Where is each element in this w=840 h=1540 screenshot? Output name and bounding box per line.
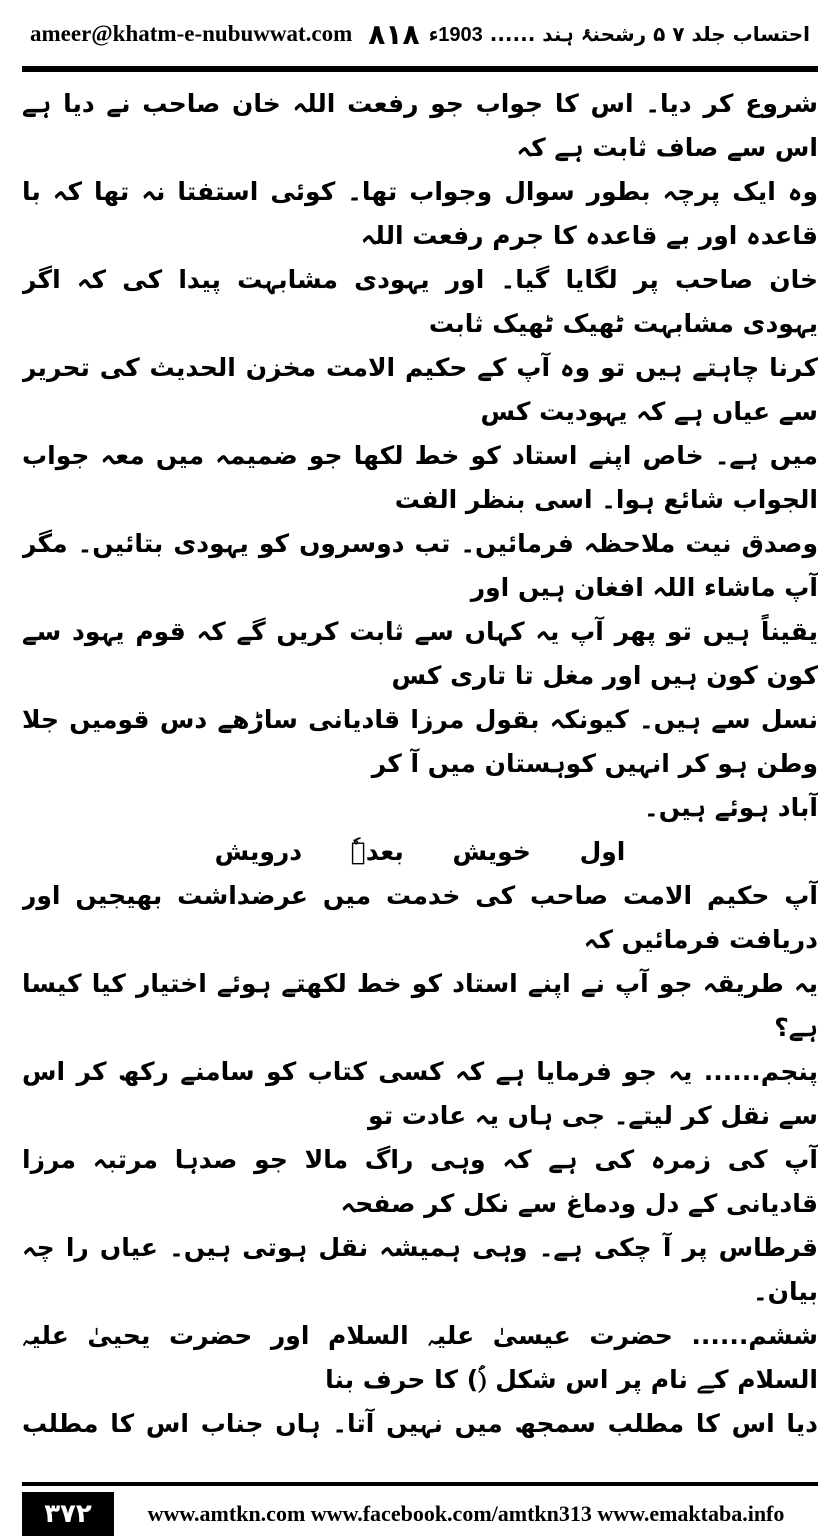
text-line: پنجم...... یہ جو فرمایا ہے کہ کسی کتاب کو سامنے رکھ کر اس سے نقل کر لیتے۔ جی ہاں یہ عادت تو [22,1057,818,1130]
page-body [22,82,818,1444]
text-line: خان صاحب پر لگایا گیا۔ اور یہودی مشابہت پیدا کی کہ اگر یہودی مشابہت ٹھیک ٹھیک ثابت [22,265,818,338]
text-line: ششم...... حضرت عیسیٰ علیہ السلام اور حضرت یحییٰ علیہ السلام کے نام پر اس شکل (ؑ) کا حرف بنا [22,1321,818,1394]
text-line: وہ ایک پرچہ بطور سوال وجواب تھا۔ کوئی استفتا نہ تھا کہ با قاعدہ اور بے قاعدہ کا جرم رفعت اللہ [22,177,818,250]
text-line: دیا اس کا مطلب سمجھ میں نہیں آتا۔ ہاں جناب اس کا مطلب [22,1409,818,1438]
text-line: یہ طریقہ جو آپ نے اپنے استاد کو خط لکھتے ہوئے اختیار کیا کیسا ہے؟ [22,969,818,1042]
header-dots: ...... [489,21,536,46]
text-line: یقیناً ہیں تو پھر آپ یہ کہاں سے ثابت کریں گے کہ قوم یہود سے کون کون ہیں اور مغل تا تاری کس [22,617,818,690]
centered-proverb: اول خویش بعدہٗ درویش [214,837,626,866]
header-email: ameer@khatm-e-nubuwwat.com [30,21,353,46]
text-line: کرنا چاہتے ہیں تو وہ آپ کے حکیم الامت مخزن الحدیث کی تحریر سے عیاں ہے کہ یہودیت کس [22,353,818,426]
paragraph-2 [22,874,818,1444]
text-line: آباد ہوئے ہیں۔ [644,793,818,822]
text-line: شروع کر دیا۔ اس کا جواب جو رفعت اللہ خان صاحب نے دیا ہے اس سے صاف ثابت ہے کہ [22,89,818,162]
page-header [30,6,810,62]
text-line: نسل سے ہیں۔ کیونکہ بقول مرزا قادیانی ساڑھے دس قومیں جلا وطن ہو کر انہیں کوہستان میں آ کر [22,705,818,778]
footer-page-number: ۳۷۲ [22,1492,114,1536]
header-page-number: ۸۱۸ [368,17,420,51]
header-right [429,22,810,47]
text-line: وصدق نیت ملاحظہ فرمائیں۔ تب دوسروں کو یہودی بتائیں۔ مگر آپ ماشاء اللہ افغان ہیں اور [22,529,818,602]
header-divider [22,66,818,72]
text-line: میں ہے۔ خاص اپنے استاد کو خط لکھا جو ضمیمہ میں معہ جواب الجواب شائع ہوا۔ اسی بنظر الفت [22,441,818,514]
header-left [30,18,420,51]
text-line: آپ کی زمرہ کی ہے کہ وہی راگ مالا جو صدہا مرتبہ مرزا قادیانی کے دل ودماغ سے نکل کر صفحہ [22,1145,818,1218]
header-volume-title: احتساب جلد ۷ ۵ رشحنۂ ہند [535,21,810,46]
text-line: آپ حکیم الامت صاحب کی خدمت میں عرضداشت بھیجیں اور دریافت فرمائیں کہ [22,881,818,954]
paragraph-1 [22,82,818,830]
footer-divider [22,1482,818,1486]
header-year: 1903ء [428,23,483,46]
page-footer [22,1492,818,1536]
footer-links: www.amtkn.com www.facebook.com/amtkn313 www.emaktaba.info [147,1501,785,1526]
text-line: قرطاس پر آ چکی ہے۔ وہی ہمیشہ نقل ہوتی ہیں۔ عیاں را چہ بیان۔ [22,1233,818,1306]
